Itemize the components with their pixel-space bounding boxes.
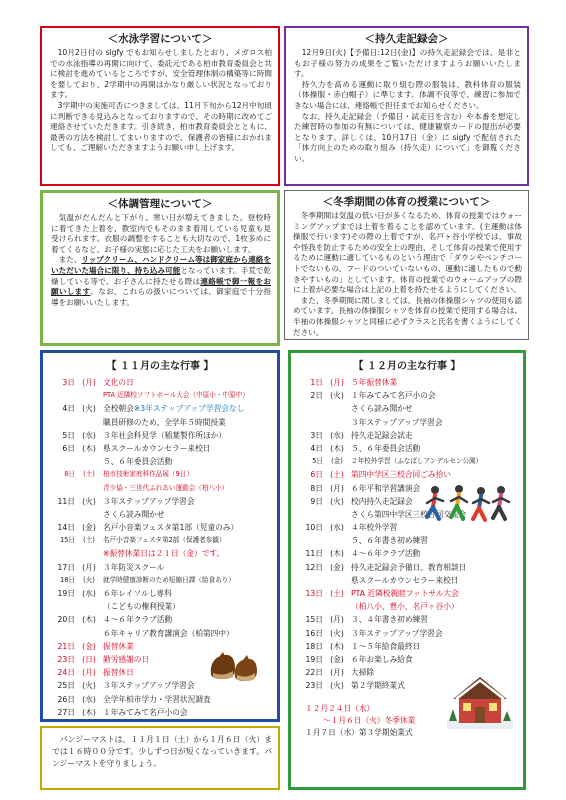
third-term-start: １月７日（水）第３学期始業式 <box>305 727 413 737</box>
event-weekday: (月) <box>330 378 344 387</box>
event-weekday: (水) <box>82 589 96 598</box>
event-row <box>293 376 523 389</box>
event-weekday: (木) <box>82 707 96 717</box>
health-p2-e: 。なお、これらの扱いについては、御家庭で十分指導をお願いいたします。 <box>51 287 272 307</box>
event-row <box>293 547 523 560</box>
event-weekday: (火) <box>82 404 96 414</box>
event-weekday: (水) <box>330 523 344 533</box>
event-date: 10日 <box>305 523 323 533</box>
event-weekday: (月) <box>82 378 96 387</box>
pansy-mast-box <box>40 726 280 790</box>
event-date: 18日 <box>60 575 75 584</box>
swim-notice-body <box>42 48 278 154</box>
event-row <box>293 640 523 653</box>
winter-pe-box <box>284 190 529 340</box>
event-text: ２年校外学習（ふなばしアンデルセン公園） <box>351 457 483 466</box>
event-row <box>45 600 277 613</box>
event-text: ４～６年クラブ活動 <box>351 549 421 559</box>
event-weekday: (月) <box>330 668 344 678</box>
event-weekday: (水) <box>82 694 96 704</box>
event-text: ５、６年委員会活動 <box>103 457 173 467</box>
november-events-title: 【 １１月の主な行事 】 <box>106 361 214 372</box>
event-text: 青少協・三世代ふれあい運動会（柏八小） <box>103 483 229 492</box>
event-text: ３年ステップアップ学習会 <box>103 681 195 691</box>
health-notice-box <box>40 190 280 346</box>
winter-pe-title: ＜冬季期間の体育の授業について＞ <box>322 196 491 208</box>
event-date: 4日 <box>310 443 323 453</box>
event-weekday: (木) <box>82 443 96 453</box>
health-paragraph-1: 気温がだんだんと下がり、寒い日が増えてきました。登校時に着てきた上着を、教室内でもそのまま着用している児童も見受けられます。衣服の調整をすることも大切なので、1枚多めに着てくるなど、お子様の実態に応じた工夫をお願いします。 <box>51 213 271 254</box>
event-text: ３年ステップアップ学習会 <box>351 628 443 638</box>
event-weekday: (木) <box>330 443 344 453</box>
event-weekday: (月) <box>82 562 96 572</box>
event-row <box>293 455 523 468</box>
chestnut-icon <box>205 649 263 683</box>
event-weekday: (土) <box>330 470 344 480</box>
event-text: １年みてみて名戸小の会 <box>351 391 436 401</box>
event-date: 13日 <box>305 589 323 598</box>
event-date: 16日 <box>305 628 323 638</box>
event-text: PTA 近隣校親睦フットサル大会 <box>351 589 459 598</box>
event-text: PTA 近隣校ソフトボール大会（中原小・中原中） <box>103 391 249 400</box>
winter-break-line-2: ～１月６日（火）冬季休業 <box>323 715 416 725</box>
event-text: ３年ステップアップ学習会 <box>103 496 195 506</box>
event-text: さくら読み聞かせ <box>351 404 413 414</box>
event-text: 就学時健康診断のため短縮日課（給食あり） <box>103 575 235 584</box>
event-weekday: (金) <box>330 562 344 572</box>
event-row <box>293 613 523 626</box>
event-text: 校内持久走記録会 <box>351 496 413 506</box>
endurance-paragraph-2: 持久力を高める運動に取り組む際の服装は、教科体育の服装（体操服・赤白帽子）に準じます。体調不良等で、練習に参加できない場合には、連絡帳で担任までお知らせください。 <box>294 79 521 110</box>
event-text: ５年振替休業 <box>351 378 398 387</box>
pansy-mast-text: パンジーマストは、１１月１日（土）から１月６日（火）までは１６時００分です。少しずつ日が短くなっていきます。パンジーマストを守りましょう。 <box>52 735 272 768</box>
event-weekday: (火) <box>330 391 344 401</box>
event-weekday: (金) <box>82 641 96 651</box>
event-date: 2日 <box>310 391 323 401</box>
event-date: 22日 <box>305 668 323 678</box>
event-text: さくら第四中学区三校合同交流会 <box>351 509 467 519</box>
event-row <box>45 534 277 547</box>
event-row <box>45 455 277 468</box>
event-row <box>45 389 277 402</box>
event-date: 14日 <box>57 523 75 533</box>
event-date: 8日 <box>310 483 323 493</box>
event-date: 12日 <box>305 562 323 572</box>
event-row <box>293 587 523 600</box>
event-text: 振替休業 <box>103 641 134 651</box>
health-p2-lip-cream: リップクリーム、ハンドクリーム等は御家庭から連絡をいただいた場合に限り、持ち込み可能 <box>51 255 271 275</box>
event-row <box>293 416 523 429</box>
event-date: 6日 <box>310 470 323 480</box>
event-row <box>293 600 523 613</box>
event-date: 23日 <box>305 681 323 691</box>
event-date: 11日 <box>305 549 323 559</box>
event-text: （柏八小、豊小、名戸ヶ谷小） <box>351 602 459 612</box>
event-date: 6日 <box>62 443 75 453</box>
december-events-list <box>291 376 523 693</box>
event-date: 25日 <box>57 681 75 691</box>
event-row <box>45 508 277 521</box>
event-weekday: (火) <box>330 681 344 691</box>
endurance-run-title: ＜持久走記録会＞ <box>364 33 449 45</box>
event-text: 名戸小音楽フェスタ第2部（保護者参観） <box>103 536 226 545</box>
event-date: 9日 <box>310 496 323 506</box>
event-weekday: (土) <box>330 589 344 598</box>
event-text: ６年キャリア教育講演会（柏第四中） <box>103 628 234 638</box>
winter-pe-body <box>285 211 528 338</box>
event-date: 24日 <box>57 668 75 678</box>
event-text: ５、６年委員会活動 <box>351 443 421 453</box>
event-date: 1日 <box>310 378 323 387</box>
event-weekday: (月) <box>330 483 344 493</box>
event-row <box>293 574 523 587</box>
event-text: ３年防災スクール <box>103 562 165 572</box>
event-row <box>293 468 523 481</box>
event-text: （こどもの権利授業） <box>103 602 180 612</box>
event-text: ６年お楽しみ給食 <box>351 654 413 664</box>
event-text: 文化の日 <box>103 378 134 387</box>
event-row <box>293 442 523 455</box>
health-p2-contact-book: 連絡帳で御一報をお願いします <box>51 276 271 297</box>
event-row <box>45 706 277 719</box>
event-weekday: (火) <box>330 496 344 506</box>
event-date: 27日 <box>57 707 75 717</box>
event-weekday: (水) <box>330 430 344 440</box>
event-weekday: (金) <box>82 523 96 533</box>
event-text <box>103 721 172 722</box>
event-date: 19日 <box>57 589 75 598</box>
event-row <box>45 547 277 560</box>
health-p2-a: また、 <box>58 255 82 265</box>
swim-paragraph-1: 10月2日付の sigfy でもお知らせしましたとおり、メガロス柏での水泳指導の再開に向けて、委託元である柏市教育委員会と共に検討を進めているところですが、安全管理体制の構築等に時間を要しており、2学期中の再開はかなり厳しい状況となっております。 <box>50 48 272 100</box>
event-date: 5日 <box>312 457 323 466</box>
event-text: 第２学期終業式 <box>351 681 405 691</box>
event-text: 全学年柏市学力・学習状況調査 <box>103 694 211 704</box>
event-text: 振替休日 <box>103 668 134 678</box>
event-row <box>293 561 523 574</box>
event-date: 11日 <box>57 496 75 506</box>
event-text: ６年平和学習講演会 <box>351 483 421 493</box>
event-text: 持久走記録会予備日、教育相談日 <box>351 562 467 572</box>
event-weekday: (火) <box>330 628 344 638</box>
event-text: 大掃除 <box>351 668 375 678</box>
event-text: 名戸小音楽フェスタ第1部（児童のみ） <box>103 523 239 533</box>
health-notice-title: ＜体調管理について＞ <box>107 198 213 210</box>
winter-paragraph-1: 冬季期間は気温の低い日が多くなるため、体育の授業ではウォーミングアップまでは上着を着ることを認めています。(主運動は体操服で行います)その際の上着ですが、名戸ヶ谷小学校では、事故や怪我を防止するための安全上の理由、そして体育の授業で使用するために運動に適しているものという理由で「ダウンやベンチコートでないもの、フードのついていないもの、運動に適したもので動きやすいもの」としています。体育の授業でのウォームアップの際に上着が必要な場合は上記の上着を持たせるようにしてください。 <box>293 211 522 295</box>
endurance-paragraph-3: なお、持久走記録会（予備日・試走日を含む）や本番を想定した練習時の参加の有無については、健康観察カードの提出が必要となります。詳しくは、10月17日（金）に sigfy で配信された「体力向上のための取り組み（持久走）について」を御覧ください。 <box>294 111 521 163</box>
event-row <box>45 482 277 495</box>
event-date: 5日 <box>62 430 75 440</box>
event-row <box>293 402 523 415</box>
event-text: ４～６年クラブ活動 <box>103 615 173 625</box>
endurance-run-box <box>284 26 529 186</box>
event-row <box>45 627 277 640</box>
event-row <box>45 719 277 722</box>
event-weekday: (木) <box>82 615 96 625</box>
event-weekday: (日) <box>82 654 96 664</box>
event-text: ４年校外学習 <box>351 523 398 533</box>
event-weekday: (金) <box>330 654 344 664</box>
winter-break-line-1: １２月２４日（水） <box>305 703 375 713</box>
november-events-box <box>40 350 280 722</box>
event-text: ３年ステップアップ学習会 <box>351 417 443 427</box>
event-text: 全校朝会※3年ステップアップ学習会なし <box>103 404 245 414</box>
event-text: 県スクールカウンセラー来校日 <box>351 575 459 585</box>
health-paragraph-2 <box>51 255 271 308</box>
event-weekday: (木) <box>330 641 344 651</box>
event-text: さくら読み聞かせ <box>103 509 165 519</box>
event-date <box>45 719 75 722</box>
swim-notice-box <box>40 26 280 186</box>
event-date: 15日 <box>60 536 75 545</box>
event-date: 4日 <box>62 404 75 414</box>
event-text: 第四中学区三校合同ごみ拾い <box>351 470 451 480</box>
event-row <box>45 521 277 534</box>
endurance-run-body <box>286 48 527 165</box>
event-weekday: (水) <box>82 430 96 440</box>
event-text: ５、６年書き初め練習 <box>351 536 428 546</box>
event-weekday: (火) <box>82 681 96 691</box>
event-row <box>45 693 277 706</box>
event-text: ６年レイソルし専科 <box>103 589 172 598</box>
winter-paragraph-2: また、冬季期間に関しましては、長袖の体操服シャツの使用も認めています。長袖の体操服シャツを体育の授業で使用する場合は、半袖の体操服シャツと同様に必ずクラスと氏名を書くようにしてください。 <box>293 295 522 337</box>
event-row <box>293 627 523 640</box>
event-text: １年みてみて名戸小の会 <box>103 707 188 717</box>
event-text: 県スクールカウンセラー来校日 <box>103 443 211 453</box>
event-text: １～５年給食最終日 <box>351 641 421 651</box>
health-notice-body <box>43 213 277 308</box>
event-text: 柏市技術家庭科作品展（9日） <box>103 470 193 479</box>
event-date: 8日 <box>64 470 75 479</box>
event-text: 職員研修のため、全学年５時間授業 <box>103 417 226 427</box>
event-date: 3日 <box>62 378 75 387</box>
endurance-paragraph-1: 12月9日(火)【予備日:12日(金)】の持久走記録会では、是非ともお子様の努力の成果をご覧いただけますようお願いいたします。 <box>294 48 521 79</box>
event-row <box>293 653 523 666</box>
event-date: 3日 <box>310 430 323 440</box>
event-weekday: (木) <box>330 549 344 559</box>
event-date: 20日 <box>57 615 75 625</box>
event-text: ３、４年書き初め練習 <box>351 615 428 625</box>
event-date: 15日 <box>305 615 323 625</box>
event-row <box>45 561 277 574</box>
swim-paragraph-2: 3学期中の実施可否につきましては、11月下旬から12月中旬頃に判断できる見込みとなっておりますので、その時期に改めてご連絡させていただきます。引き続き、柏市教育委員会とともに、最善の方法を検討してまいりますので、保護者の皆様におかれましても、ご理解いただきますようお願い申し上げます。 <box>50 100 272 153</box>
event-date: 26日 <box>57 694 75 704</box>
event-weekday: (金) <box>331 457 343 466</box>
event-weekday: (火) <box>83 575 95 584</box>
event-text: 持久走記録会試走 <box>351 430 413 440</box>
event-weekday: (土) <box>83 470 95 479</box>
event-row <box>45 429 277 442</box>
event-row <box>45 468 277 481</box>
event-row <box>45 613 277 626</box>
event-row <box>293 534 523 547</box>
runners-icon <box>423 483 513 529</box>
event-weekday: (月) <box>82 668 96 678</box>
event-row <box>293 429 523 442</box>
december-events-box <box>288 350 526 790</box>
event-row <box>45 574 277 587</box>
event-weekday: (月) <box>330 615 344 625</box>
event-date: 18日 <box>305 641 323 651</box>
event-date: 21日 <box>57 641 75 651</box>
event-row <box>45 495 277 508</box>
swim-notice-title: ＜水泳学習について＞ <box>107 33 213 45</box>
event-date: 19日 <box>305 654 323 664</box>
event-row <box>45 402 277 415</box>
event-text: 勤労感謝の日 <box>103 654 150 664</box>
event-weekday: (土) <box>83 536 95 545</box>
event-row <box>45 376 277 389</box>
event-date: 23日 <box>57 654 75 664</box>
event-text: ３年社会科見学（稲葉製作所ほか） <box>103 430 227 440</box>
event-date: 17日 <box>57 562 75 572</box>
event-text: ※振替休業日は２１日（金）です。 <box>103 549 225 559</box>
event-row <box>45 442 277 455</box>
health-p2-c: となっています。手荒で乾燥している等で、お子さんに持たせる際は <box>51 265 272 286</box>
event-weekday <box>75 719 103 722</box>
event-row <box>45 416 277 429</box>
event-weekday: (火) <box>82 496 96 506</box>
event-row <box>45 587 277 600</box>
snowy-house-icon <box>447 671 513 729</box>
december-events-title: 【 １２月の主な行事 】 <box>353 361 461 372</box>
event-row <box>293 389 523 402</box>
